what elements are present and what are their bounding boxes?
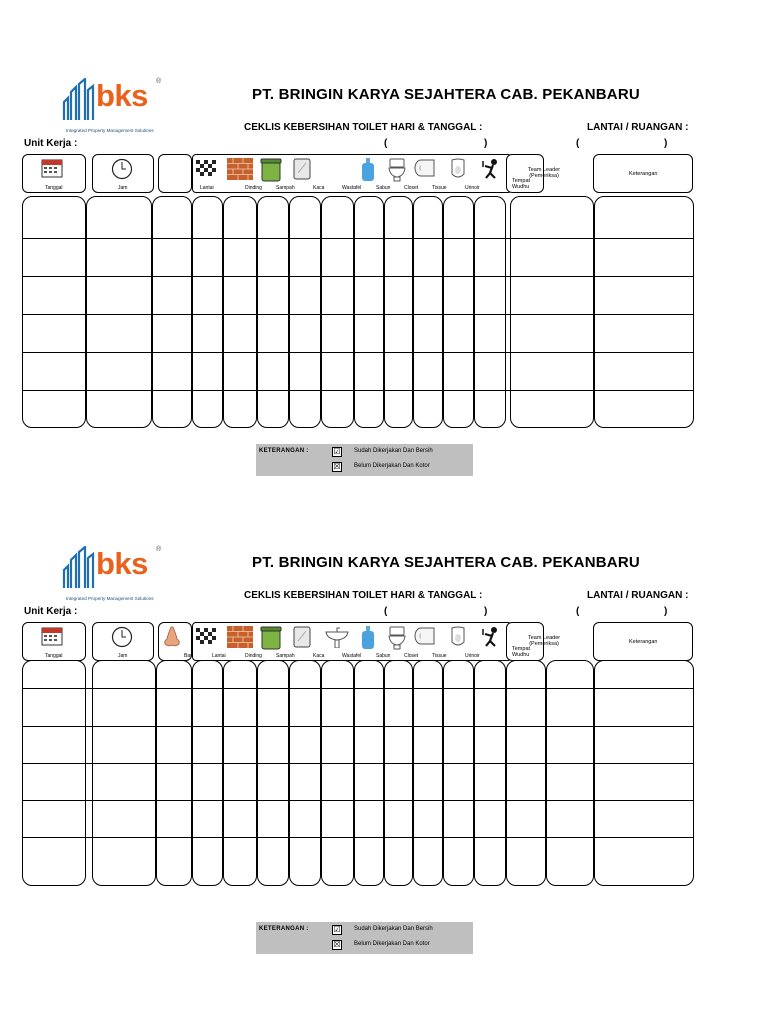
header-tissue-label: Tissue: [432, 185, 447, 191]
header-keterangan-label: Keterangan: [629, 171, 658, 177]
sink-icon: [325, 626, 349, 648]
building-logo-icon: [62, 78, 96, 122]
logo-registered-mark: ®: [156, 546, 162, 553]
legend-cross-text: Belum Dikerjakan Dan Kotor: [354, 941, 430, 947]
row-divider: [22, 726, 694, 727]
column-jam: [86, 196, 152, 428]
column-team-leader-sign: [546, 660, 594, 886]
column-tanggal: [22, 660, 86, 886]
header-tempat-wudhu: [512, 646, 530, 658]
header-lantai-label: Lantai: [200, 185, 214, 191]
tissue-roll-icon: [414, 158, 438, 178]
column-dinding: [223, 660, 257, 886]
header-kaca-label: Kaca: [313, 185, 325, 191]
logo-registered-mark: ®: [156, 78, 162, 85]
row-divider: [22, 800, 694, 801]
room-paren-close: ): [664, 606, 668, 617]
header-tempat-wudhu: [512, 178, 530, 190]
column-dinding: [223, 196, 257, 428]
header-wastafel-label: Wastafel: [342, 653, 362, 659]
pemeriksa-label: (Pemeriksa): [529, 641, 559, 647]
row-divider: [22, 390, 694, 391]
column-wastafel: [321, 660, 354, 886]
tissue-roll-icon: [414, 626, 438, 646]
legend-title: KETERANGAN :: [259, 926, 309, 932]
header-urinoir-label: Urinoir: [465, 653, 480, 659]
column-kaca: [289, 660, 321, 886]
logo-tagline: Integrated Property Management Solutions: [66, 596, 154, 601]
ablution-icon: [481, 158, 501, 180]
header-keterangan-label: Keterangan: [629, 639, 658, 645]
logo-text: bks: [96, 78, 148, 113]
urinal-icon: [449, 626, 467, 650]
floor-tile-icon: [196, 158, 216, 178]
row-divider: [22, 688, 694, 689]
unit-kerja-label: Unit Kerja :: [24, 606, 78, 617]
form-subtitle: CEKLIS KEBERSIHAN TOILET HARI & TANGGAL :: [244, 122, 483, 133]
wudhu-label: Wudhu: [512, 652, 530, 658]
column-team-leader: [506, 660, 546, 886]
checklist-form-1: [0, 68, 768, 548]
header-sampah-label: Sampah: [276, 653, 295, 659]
trash-bin-icon: [260, 158, 282, 182]
column-lantai: [192, 660, 223, 886]
soap-dispenser-icon: [360, 158, 376, 182]
column-keterangan: [594, 196, 694, 428]
calendar-icon: [41, 158, 63, 178]
mirror-icon: [292, 626, 312, 648]
column-tempat-wudhu: [474, 660, 506, 886]
date-paren-open: (: [384, 138, 388, 149]
header-bau-label: Bau: [184, 653, 193, 659]
company-logo: [62, 544, 172, 600]
row-divider: [22, 238, 694, 239]
column-wastafel: [321, 196, 354, 428]
nose-icon: [161, 626, 183, 648]
legend-box: [256, 444, 473, 476]
column-closet: [384, 660, 413, 886]
tempat-label: Tempat: [512, 178, 531, 184]
header-team-leader: [528, 635, 560, 647]
header-tissue-label: Tissue: [432, 653, 447, 659]
header-jam-label: Jam: [118, 185, 128, 191]
ablution-icon: [481, 626, 501, 648]
trash-bin-icon: [260, 626, 282, 650]
legend-check-text: Sudah Dikerjakan Dan Bersih: [354, 448, 433, 454]
room-paren-close: ): [664, 138, 668, 149]
row-divider: [22, 763, 694, 764]
column-bau: [156, 660, 192, 886]
room-paren-open: (: [576, 138, 580, 149]
header-sabun-label: Sabun: [376, 185, 391, 191]
urinal-icon: [449, 158, 467, 182]
header-urinoir-label: Urinoir: [465, 185, 480, 191]
header-closet-label: Closet: [404, 653, 419, 659]
column-bau: [152, 196, 192, 428]
row-divider: [22, 314, 694, 315]
company-logo: [62, 76, 172, 132]
clock-icon: [111, 626, 133, 648]
column-jam: [92, 660, 156, 886]
logo-tagline: Integrated Property Management Solutions: [66, 128, 154, 133]
pemeriksa-label: (Pemeriksa): [529, 173, 559, 179]
team-leader-label: Team Leader: [528, 635, 561, 641]
header-jam-label: Jam: [118, 653, 128, 659]
toilet-icon: [387, 626, 407, 650]
company-title: PT. BRINGIN KARYA SEJAHTERA CAB. PEKANBARU: [252, 86, 640, 103]
header-team-leader: [528, 167, 560, 179]
lantai-ruangan-label: LANTAI / RUANGAN :: [587, 590, 689, 601]
crossed-box-icon: ☒: [333, 940, 341, 949]
column-tissue: [413, 196, 443, 428]
header-sampah-label: Sampah: [276, 185, 295, 191]
company-title: PT. BRINGIN KARYA SEJAHTERA CAB. PEKANBARU: [252, 554, 640, 571]
column-urinoir: [443, 196, 474, 428]
unit-kerja-label: Unit Kerja :: [24, 138, 78, 149]
date-paren-close: ): [484, 606, 488, 617]
header-closet-label: Closet: [404, 185, 419, 191]
logo-text: bks: [96, 546, 148, 581]
row-divider: [22, 837, 694, 838]
column-sampah: [257, 196, 289, 428]
column-sabun: [354, 660, 384, 886]
legend-check-text: Sudah Dikerjakan Dan Bersih: [354, 926, 433, 932]
form-subtitle: CEKLIS KEBERSIHAN TOILET HARI & TANGGAL :: [244, 590, 483, 601]
header-tanggal-label: Tanggal: [45, 185, 63, 191]
column-urinoir: [443, 660, 474, 886]
header-dinding-label: Dinding: [245, 185, 262, 191]
header-lantai-label: Lantai: [212, 653, 226, 659]
brick-wall-icon: [227, 158, 253, 180]
checked-box-icon: ☑: [333, 925, 341, 934]
toilet-icon: [387, 158, 407, 182]
mirror-icon: [292, 158, 312, 180]
column-lantai: [192, 196, 223, 428]
row-divider: [22, 352, 694, 353]
team-leader-label: Team Leader: [528, 167, 561, 173]
lantai-ruangan-label: LANTAI / RUANGAN :: [587, 122, 689, 133]
column-team-leader: [510, 196, 594, 428]
legend-cross-text: Belum Dikerjakan Dan Kotor: [354, 463, 430, 469]
column-tempat-wudhu: [474, 196, 506, 428]
building-logo-icon: [62, 546, 96, 590]
wudhu-label: Wudhu: [512, 184, 530, 190]
date-paren-open: (: [384, 606, 388, 617]
column-sampah: [257, 660, 289, 886]
floor-tile-icon: [196, 626, 216, 646]
calendar-icon: [41, 626, 63, 646]
brick-wall-icon: [227, 626, 253, 648]
room-paren-open: (: [576, 606, 580, 617]
checklist-form-2: [0, 536, 768, 1016]
header-dinding-label: Dinding: [245, 653, 262, 659]
column-tissue: [413, 660, 443, 886]
clock-icon: [111, 158, 133, 180]
legend-title: KETERANGAN :: [259, 448, 309, 454]
header-kaca-label: Kaca: [313, 653, 325, 659]
header-sabun-label: Sabun: [376, 653, 391, 659]
column-keterangan: [594, 660, 694, 886]
header-tanggal-label: Tanggal: [45, 653, 63, 659]
column-kaca: [289, 196, 321, 428]
row-divider: [22, 276, 694, 277]
legend-box: [256, 922, 473, 954]
header-bau-cell: [158, 154, 192, 193]
date-paren-close: ): [484, 138, 488, 149]
tempat-label: Tempat: [512, 646, 531, 652]
header-wastafel-label: Wastafel: [342, 185, 362, 191]
column-sabun: [354, 196, 384, 428]
soap-dispenser-icon: [360, 626, 376, 650]
column-tanggal: [22, 196, 86, 428]
crossed-box-icon: ☒: [333, 462, 341, 471]
checked-box-icon: ☑: [333, 447, 341, 456]
column-closet: [384, 196, 413, 428]
